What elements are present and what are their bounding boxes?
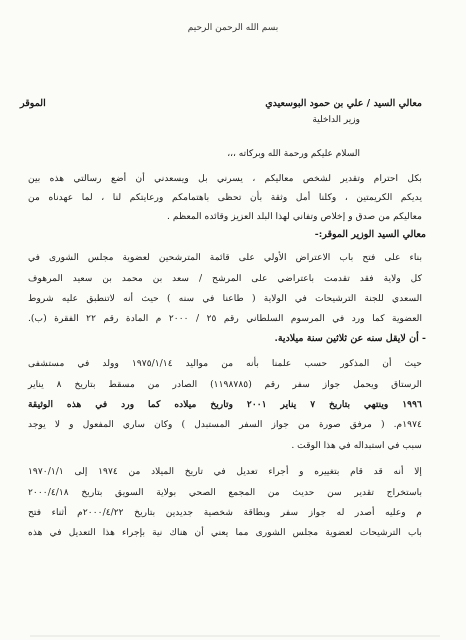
objection-line: السعدي للجنة الترشيحات في الولاية ( طاعنا في سنه ) حيث أنه لاتنطبق عليه شروط: [28, 293, 422, 304]
addressee-row: [20, 98, 422, 112]
intro-line: معاليكم من صدق و إخلاص وتفاني لهذا البلد العزيز وقائده المعظم .: [167, 211, 422, 222]
amendment-line: باب الترشيحات لعضوية مجلس الشورى مما يعني أن هناك نية بإجراء هذا التعديل في هذه: [28, 527, 422, 538]
addressee-title: وزير الداخلية: [312, 115, 360, 125]
age-condition: - أن لايقل سنه عن ثلاثين سنة ميلادية.: [274, 333, 426, 344]
addressee-honorific: الموقر: [20, 98, 46, 109]
intro-line: بكل احترام وتقدير لشخص معاليكم ، يسرني بل ويسعدني أن أضع رسالتي هذه بين: [28, 173, 422, 184]
amendment-line: إلا أنه قد قام بتغييره و أجراء تعديل في تاريخ الميلاد من ١٩٧٤ إلى ١٩٧٠/١/١: [28, 466, 422, 477]
salutation: معالي السيد الوزير الموقر:-: [314, 229, 426, 240]
details-line: ١٩٩٦ وينتهي بتاريخ ٧ يناير ٢٠٠١ وتاريخ ميلاده كما ورد في هذه الوثيقة: [28, 399, 422, 410]
details-line: الرستاق ويحمل جواز سفر رقم (١١٩٨٧٨٥) الصادر من مسقط بتاريخ ٨ يناير: [28, 379, 422, 390]
details-line: سبب في استبداله في هذا الوقت .: [291, 440, 422, 451]
objection-line: العضوية كما ورد في المرسوم السلطاني رقم ٢٥ / ٢٠٠٠ م المادة رقم ٢٢ الفقرة (ب).: [28, 313, 423, 324]
amendment-line: م وعليه أصدر له جواز سفر وبطاقة شخصية جديدين بتاريخ ٢٠٠٠/٤/٢٢م أثناء فتح: [28, 507, 422, 518]
objection-line: بناء على فتح باب الاعتراض الأولي على قائمة المترشحين لعضوية مجلس الشورى في: [28, 252, 422, 263]
amendment-line: باستخراج تقدير سن حديث من المجمع الصحي بولاية السويق بتاريخ ٢٠٠٠/٤/١٨: [28, 487, 422, 498]
intro-line: يديكم الكريمتين ، وكلنا أمل وثقة بأن تحظى باهتمامكم ورعايتكم لنا ، لما عهدناه من: [28, 192, 422, 203]
objection-line: كل ولاية فقد تقدمت باعتراضي على المرشح / سعد بن محمد بن سعيد المرهوف: [28, 273, 422, 284]
addressee-name: معالي السيد / علي بن حمود البوسعيدي: [265, 98, 422, 109]
details-line: حيث أن المذكور حسب علمنا بأنه من مواليد ١٩٧٥/١/١٤ وولد في مستشفى: [28, 358, 422, 369]
details-line: ١٩٧٤م. ( مرفق صورة من جواز السفر المستبدل ) وكان ساري المفعول و لا يوجد: [28, 419, 422, 430]
greeting: السلام عليكم ورحمة الله وبركاته ،،،: [227, 149, 360, 159]
bismillah: بسم الله الرحمن الرحيم: [187, 23, 279, 33]
